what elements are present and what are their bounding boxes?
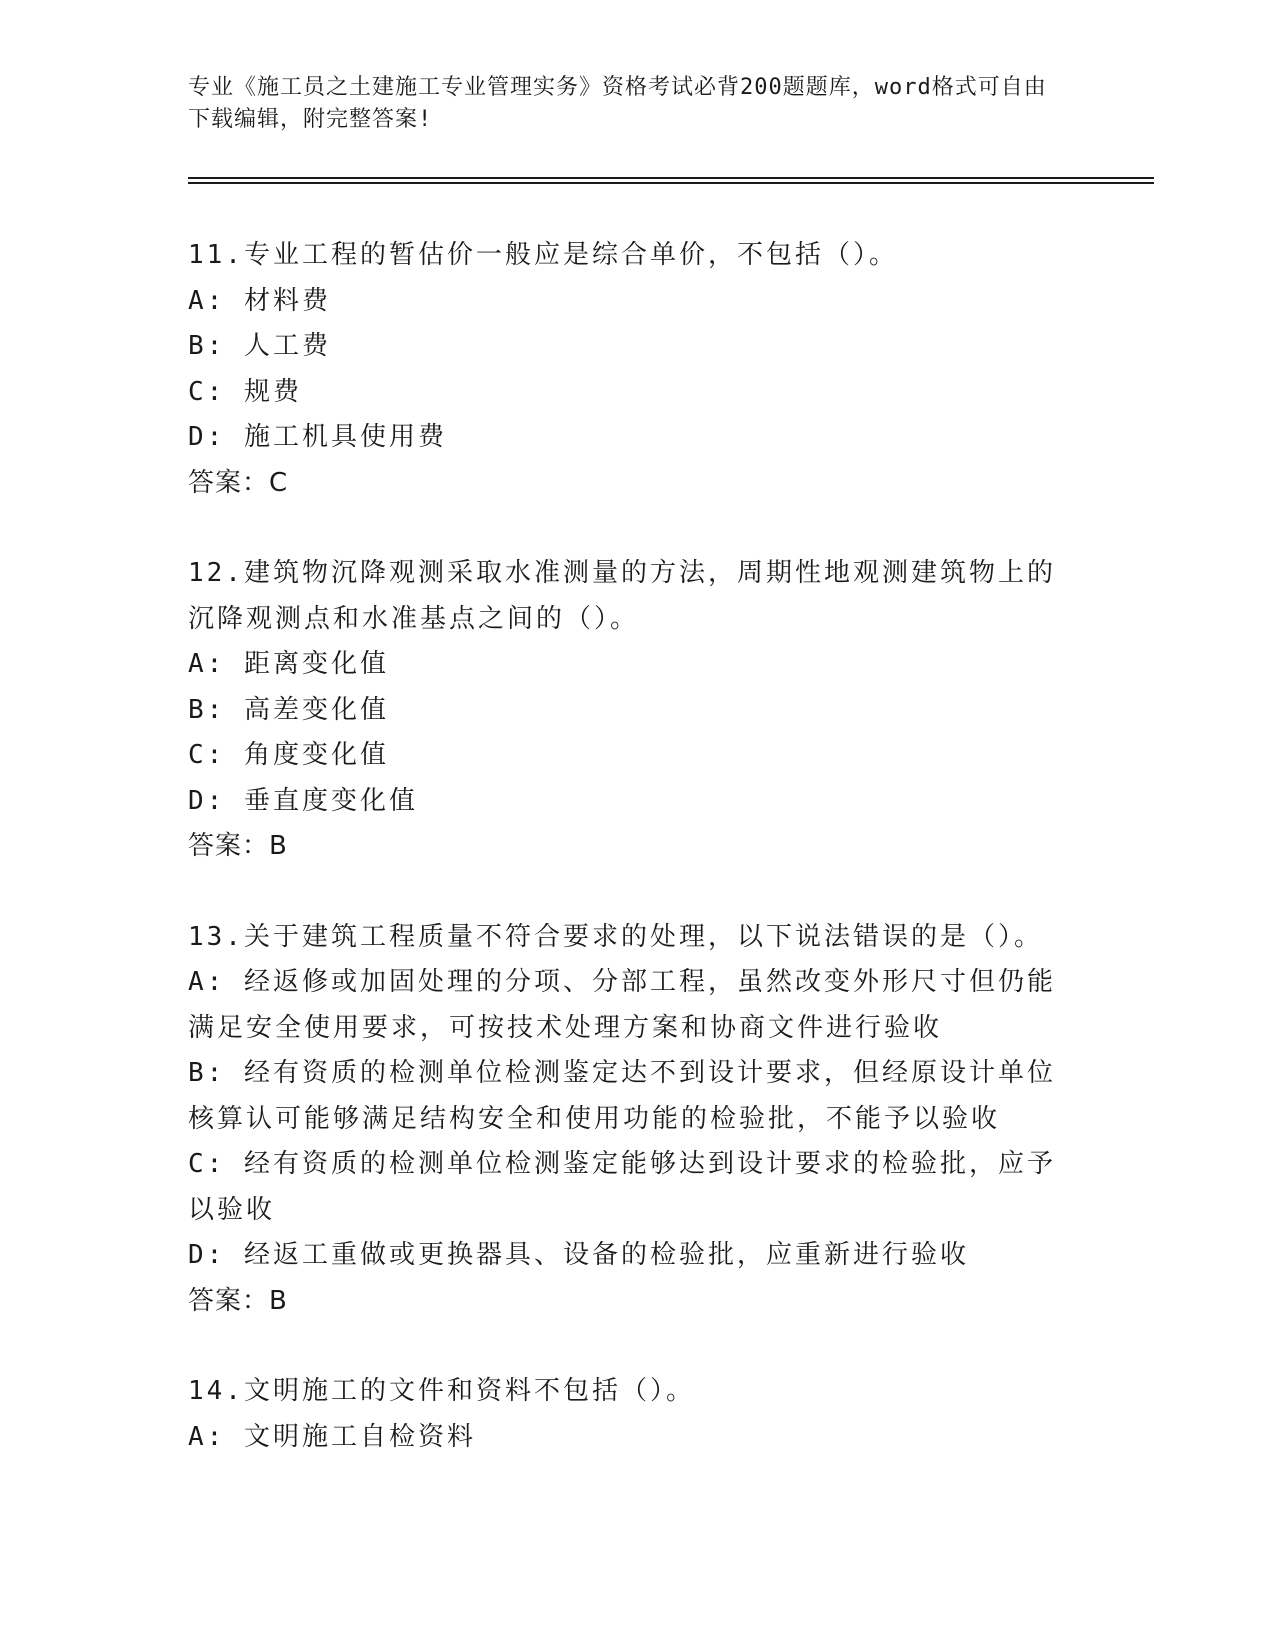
question-stem: 14.文明施工的文件和资料不包括（）。 <box>188 1376 695 1406</box>
option-d: D: 垂直度变化值 <box>188 785 418 816</box>
option-b: B: 人工费 <box>188 331 331 361</box>
question-stem: 12.建筑物沉降观测采取水准测量的方法，周期性地观测建筑物上的沉降观测点和水准基点之间的（）。 <box>188 558 1056 634</box>
option-a: A: 文明施工自检资料 <box>188 1421 476 1452</box>
option-c: C: 经有资质的检测单位检测鉴定能够达到设计要求的检验批，应予以验收 <box>188 1149 1056 1225</box>
question-14 <box>188 1369 1078 1460</box>
question-13 <box>188 915 1078 1325</box>
document-header: 专业《施工员之土建施工专业管理实务》资格考试必背200题题库，word格式可自由下载编辑，附完整答案! <box>188 75 1047 132</box>
answer: 答案：B <box>188 1285 288 1316</box>
answer: 答案：C <box>188 467 289 498</box>
answer: 答案：B <box>188 831 288 861</box>
option-a: A: 距离变化值 <box>188 649 389 679</box>
option-d: D: 经返工重做或更换器具、设备的检验批，应重新进行验收 <box>188 1240 969 1270</box>
option-b: B: 高差变化值 <box>188 694 389 725</box>
question-list <box>188 233 1078 1460</box>
question-stem: 13.关于建筑工程质量不符合要求的处理，以下说法错误的是（）。 <box>188 921 1043 952</box>
question-11 <box>188 233 1078 506</box>
header-divider-top <box>188 177 1154 179</box>
option-b: B: 经有资质的检测单位检测鉴定达不到设计要求，但经原设计单位核算认可能够满足结构安全和使用功能的检验批，不能予以验收 <box>188 1058 1056 1134</box>
option-a: A: 材料费 <box>188 285 331 316</box>
question-stem: 11.专业工程的暂估价一般应是综合单价，不包括（）。 <box>188 240 898 270</box>
question-12 <box>188 551 1078 870</box>
option-a: A: 经返修或加固处理的分项、分部工程，虽然改变外形尺寸但仍能满足安全使用要求，可按技术处理方案和协商文件进行验收 <box>188 967 1056 1043</box>
header-divider-bottom <box>188 182 1154 184</box>
option-d: D: 施工机具使用费 <box>188 422 447 452</box>
option-c: C: 角度变化值 <box>188 740 389 770</box>
option-c: C: 规费 <box>188 376 302 407</box>
